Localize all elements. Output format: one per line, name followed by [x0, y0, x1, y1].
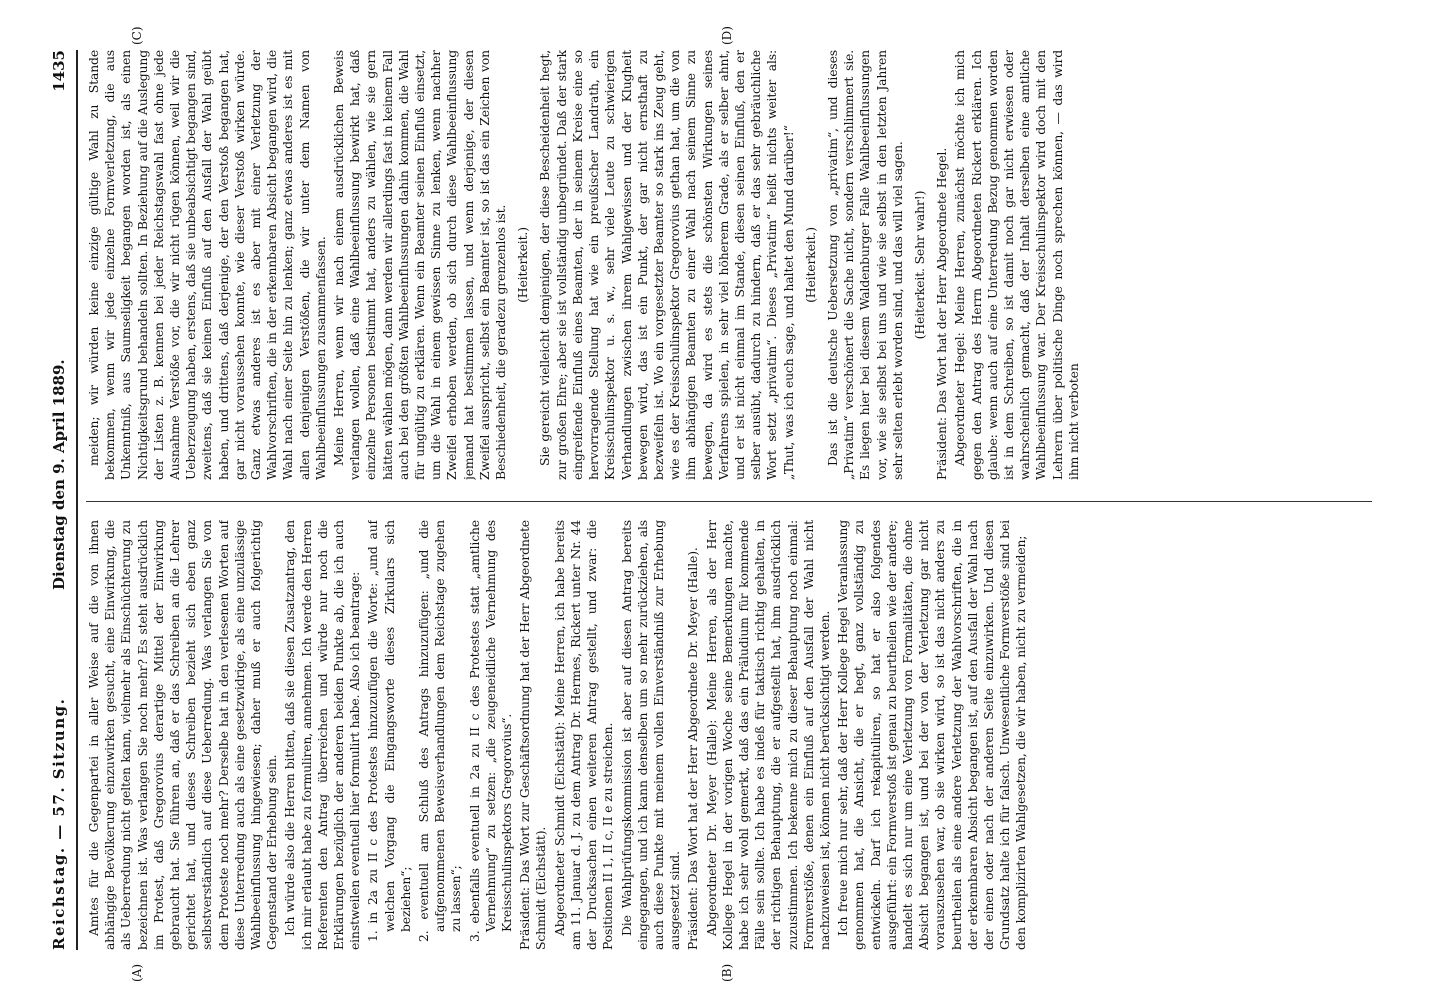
- header-page-number: 1435: [50, 50, 68, 92]
- left-text-column: [86, 520, 1372, 950]
- paragraph: Abgeordneter Dr. Meyer (Halle): Meine Herren, als der Herr Kollege Hegel in der vorigen Woche seine Bemerkungen machte, habe ich sehr wohl gemerkt, daß das ein Präludium für kommende Fälle sein sollte. Ich habe es indeß für taktisch richtig gehalten, in der richtigen Behauptung, die er aufgestellt hat, ihm ausdrücklich zuzustimmen. Ich bekenne mich zu dieser Behauptung noch einmal: Formverstöße, denen ein Einfluß auf den Ausfall der Wahl nicht nachzuweisen ist, können nicht berücksichtigt werden.: [703, 520, 832, 950]
- paragraph: (Heiterkeit.): [515, 227, 531, 303]
- column-divider: [86, 501, 1372, 502]
- paragraph: Das ist die deutsche Uebersetzung von „privatim“, und dieses „Privatim“ verschönert die Sache nicht, sondern verschlimmert sie. Es liegen hier bei diesem Waldenburger Falle Wahlbeeinflussungen vor, wie sie selbst bei uns und wie sie selbst in den letzten Jahren sehr selten erlebt worden sind, und das will viel sagen.: [824, 50, 905, 480]
- paragraph: Präsident: Das Wort hat der Herr Abgeordnete Hegel.: [934, 147, 950, 480]
- header-session: Reichstag. — 57. Sitzung.: [50, 697, 68, 950]
- margin-mark-c: (C): [130, 26, 144, 45]
- paragraph: 2. eventuell am Schluß des Antrags hinzuzufügen: „und die aufgenommenen Beweisverhandlungen dem Reichstage zugehen zu lassen“;: [416, 520, 464, 942]
- margin-mark-a: (A): [130, 963, 144, 982]
- paragraph: meiden; wir würden keine einzige gültige Wahl zu Stande bekommen, wenn wir jede einzelne Formverletzung, die aus Unkenntniß, aus Saumseligkeit begangen worden ist, als einen Nichtigkeitsgrund behandeln sollten. In Beziehung auf die Auslegung der Listen z. B. kennen bei jeder Reichstagswahl fast ohne jede Ausnahme Verstöße vor, die wir nicht rügen können, weil wir die Ueberzeugung haben, erstens, daß sie unbeabsichtigt begangen sind, zweitens, daß sie keinen Einfluß auf den Ausfall der Wahl geübt haben, und drittens, daß derjenige, der den Verstoß begangen hat, gar nicht voraussehen konnte, wie dieser Verstoß wirken würde. Ganz etwas anderes ist es aber mit einer Verletzung der Wahlvorschriften, die in der erkennbaren Absicht begangen wird, die Wahl nach einer Seite hin zu lenken; ganz etwas anderes ist es mit allen denjenigen Verstößen, die wir unter dem Namen von Wahlbeeinflussungen zusammenfassen.: [86, 50, 328, 480]
- running-header: [50, 50, 74, 950]
- paragraph: Amtes für die Gegenpartei in aller Weise auf die von ihnen abhängige Bevölkerung einzuwirken gesucht, eine Einwirkung, die als Ueberredung nicht gelten kann, vielmehr als Einschüchterung zu bezeichnen ist. Was verlangen Sie noch mehr? Es steht ausdrücklich im Protest, daß Gregorovius derartige Mittel der Einwirkung gebraucht hat. Sie führen an, daß er das Schreiben an die Lehrer gerichtet hat, und dieses Schreiben bezieht sich eben ganz selbstverständlich auf diese Ueberredung. Was verlangen Sie von dem Proteste noch mehr? Derselbe hat in den verlesenen Worten auf diese Unterredung auch als eine gesetzwidrige, als eine unzulässige Wahlbeeinflussung hingewiesen; daher muß er auch folgerichtig Gegenstand der Erhebung sein.: [86, 520, 280, 950]
- paragraph: Ich freue mich nur sehr, daß der Herr Kollege Hegel Veranlassung genommen hat, die Ansicht, die er hegt, ganz vollständig zu entwickeln. Darf ich rekapituliren, so hat er also folgendes ausgeführt: ein Formverstoß ist genau zu beurtheilen wie der andere; handelt es sich nur um eine Verletzung von Formalitäten, die ohne Absicht begangen ist, und bei der von der Verletzung gar nicht vorauszusehen war, ob sie wirken wird, so ist das nicht anders zu beurtheilen als eine andere Verletzung der Wahlvorschriften, die in der erkennbaren Absicht begangen ist, auf den Ausfall der Wahl nach der einen oder nach der anderen Seite einzuwirken. Und diesen Grundsatz halte ich für falsch. Unwesentliche Formverstöße sind bei den komplizirten Wahlgesetzen, die wir haben, nicht zu vermeiden;: [835, 520, 1029, 950]
- right-text-column: [86, 50, 1372, 480]
- margin-mark-d: (D): [720, 26, 734, 45]
- paragraph: (Heiterkeit. Sehr wahr!): [911, 190, 927, 340]
- paragraph: 3. ebenfalls eventuell in 2a zu II c des Protestes statt „amtliche Vernehmung“ zu setzen: „die zeugeneidliche Vernehmung des Kreisschulinspektors Gregorovius“.: [466, 520, 515, 942]
- paragraph: Präsident: Das Wort hat der Herr Abgeordnete Dr. Meyer (Halle).: [685, 547, 701, 950]
- margin-mark-b: (B): [720, 963, 734, 982]
- paragraph: Sie gereicht vielleicht demjenigen, der diese Bescheidenheit hegt, zur großen Ehre; aber sie ist vollständig unbegründet. Daß der stark eingreifende Einfluß eines Beamten, der in seinem Kreise eine so hervorragende Stellung hat wie ein preußischer Landrath, ein Kreisschulinspektor u. s. w., sehr viele Leute zu schwierigen Verhandlungen zwischen ihrem Wahlgewissen und der Klugheit bewegen wird, das ist ein Punkt, der gar nicht ernsthaft zu bezweifeln ist. Wo ein vorgesetzter Beamter so stark ins Zeug geht, wie es der Kreisschulinspektor Gregorovius gethan hat, um die von ihm abhängigen Beamten zu einer Wahl nach seinem Sinne zu bewegen, da wird es stets die schönsten Wirkungen seines Verfahrens spielen, in sehr viel höherem Grade, als er selber ahnt, und er ist nicht einmal im Stande, diesen seinen Einfluß, den er selber ausübt, dadurch zu hindern, daß er das sehr gebräuchliche Wort setzt „privatim“. Dieses „Privatim“ heißt nichts weiter als: „Thut, was ich euch sage, und haltet den Mund darüber!“: [537, 50, 796, 480]
- paragraph: Die Wahlprüfungskommission ist aber auf diesen Antrag bereits eingegangen, und ich kann denselben um so mehr zurückziehen, als auch diese Punkte mit meinem vollen Einverständniß zur Erhebung ausgesetzt sind.: [618, 520, 683, 950]
- paragraph: Abgeordneter Schmidt (Eichstätt): Meine Herren, ich habe bereits am 11. Januar d. J. zu dem Antrag Dr. Hermes, Rickert unter Nr. 44 der Drucksachen einen weiteren Antrag gestellt, und zwar: die Positionen II 1, II c, II e zu streichen.: [551, 520, 616, 950]
- header-date: Dienstag den 9. April 1889.: [50, 359, 68, 590]
- paragraph: Ich würde also die Herren bitten, daß sie diesen Zusatzantrag, den ich mir erlaubt habe zu formuliren, annehmen. Ich werde den Herren Referenten den Antrag überreichen und würde nur noch die Erklärungen bezüglich der anderen beiden Punkte ab, die ich auch einstweilen eventuell hier formulirt habe. Also ich beantrage:: [282, 520, 363, 950]
- paragraph: (Heiterkeit.): [802, 227, 818, 303]
- paragraph: Meine Herren, wenn wir nach einem ausdrücklichen Beweis verlangen wollen, daß eine Wahlbeeinflussung bewirkt hat, daß einzelne Personen bestimmt hat, anders zu wählen, wie sie gern hätten wählen mögen, dann werden wir allerdings fast in keinem Fall auch bei den größten Wahlbeeinflussungen dahin kommen, die Wahl für ungültig zu erklären. Wenn ein Beamter seinen Einfluß einsetzt, um die Wahl in einem gewissen Sinne zu lenken, wenn nachher Zweifel erhoben werden, ob sich durch diese Wahlbeeinflussung jemand hat bestimmen lassen, und wenn derjenige, der diesen Zweifel ausspricht, selbst ein Beamter ist, so ist das ein Zeichen von Beschiedenheit, die geradezu grenzenlos ist.: [331, 50, 509, 480]
- paragraph: Präsident: Das Wort zur Geschäftsordnung hat der Herr Abgeordnete Schmidt (Eichstätt).: [517, 520, 549, 950]
- paragraph: Abgeordneter Hegel: Meine Herren, zunächst möchte ich mich gegen den Antrag des Herrn Abgeordneten Rickert erklären. Ich glaube: wenn auch auf eine Unterredung Bezug genommen worden ist in dem Schreiben, so ist damit noch gar nicht erwiesen oder wahrscheinlich gemacht, daß der Inhalt derselben eine amtliche Wahlbeeinflussung war. Der Kreisschulinspektor wird doch mit den Lehrern über politische Dinge noch sprechen können, — das wird ihm nicht verboten: [952, 50, 1081, 480]
- header-rule: [76, 50, 78, 950]
- dfg-credit: [1408, 30, 1428, 570]
- paragraph: 1. in 2a zu II c des Protestes hinzuzufügen die Worte: „und auf welchen Vorgang die Eingangsworte dieses Zirkulars sich beziehen“;: [365, 520, 413, 942]
